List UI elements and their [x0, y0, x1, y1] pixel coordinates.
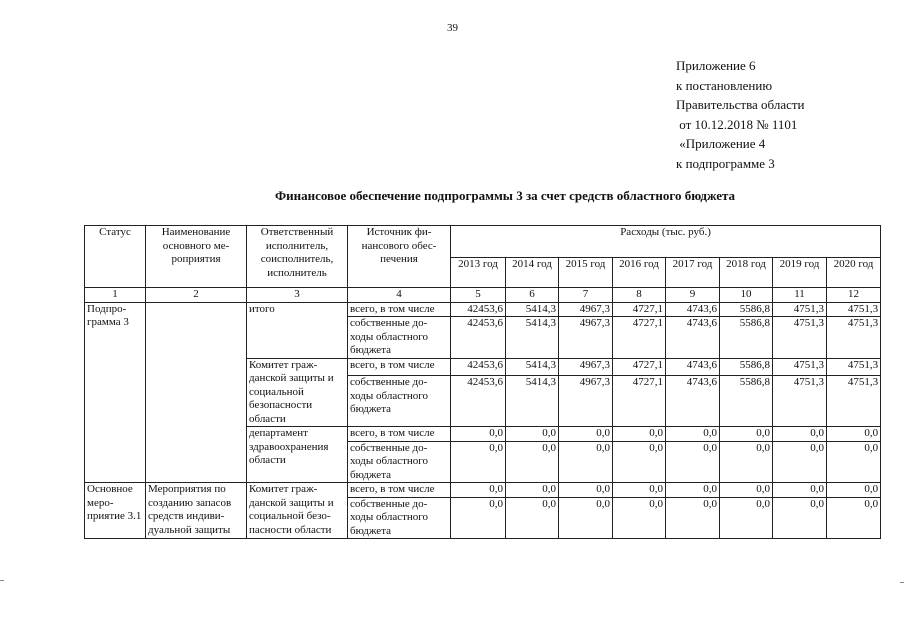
expense-value-cell: 4751,3 [773, 376, 827, 427]
appendix-line: к постановлению [676, 77, 773, 93]
expense-value-cell: 4727,1 [613, 302, 666, 317]
expense-value-cell: 4743,6 [666, 358, 720, 376]
expense-value-cell: 0,0 [613, 427, 666, 442]
status-cell: Основное меро-приятие 3.1 [85, 483, 146, 539]
expense-value-cell: 4967,3 [559, 358, 613, 376]
appendix-line: к подпрограмме 3 [676, 155, 775, 171]
expense-value-cell: 0,0 [827, 441, 881, 483]
expense-value-cell: 4751,3 [773, 317, 827, 359]
header-status: Статус [85, 226, 146, 288]
responsible-cell: Комитет граж-данской защиты и социальной безопасности области [247, 358, 348, 427]
expense-value-cell: 4751,3 [827, 358, 881, 376]
expense-value-cell: 4727,1 [613, 376, 666, 427]
column-number: 5 [451, 288, 506, 303]
expense-value-cell: 0,0 [506, 483, 559, 498]
expense-value-cell: 0,0 [451, 497, 506, 539]
expense-value-cell: 42453,6 [451, 376, 506, 427]
expense-value-cell: 0,0 [720, 441, 773, 483]
header-year: 2018 год [720, 258, 773, 288]
header-year: 2014 год [506, 258, 559, 288]
expense-value-cell: 0,0 [451, 483, 506, 498]
table-row [85, 302, 881, 317]
expense-value-cell: 4743,6 [666, 376, 720, 427]
header-year: 2020 год [827, 258, 881, 288]
expense-value-cell: 4751,3 [827, 317, 881, 359]
expense-value-cell: 0,0 [559, 427, 613, 442]
financing-table [84, 225, 881, 539]
expense-value-cell: 5414,3 [506, 358, 559, 376]
page-number: 39 [447, 22, 458, 34]
table-header [85, 226, 881, 303]
margin-mark [900, 582, 904, 583]
column-number: 11 [773, 288, 827, 303]
header-source: Источник фи-нансового обес-печения [348, 226, 451, 288]
column-number: 4 [348, 288, 451, 303]
expense-value-cell: 0,0 [773, 483, 827, 498]
appendix-line: Правительства области [676, 97, 805, 112]
responsible-cell: итого [247, 302, 348, 358]
expense-value-cell: 4751,3 [827, 302, 881, 317]
source-total-cell: всего, в том числе [348, 302, 451, 317]
expense-value-cell: 0,0 [720, 427, 773, 442]
expense-value-cell: 0,0 [613, 483, 666, 498]
expense-value-cell: 0,0 [666, 497, 720, 539]
document-title: Финансовое обеспечение подпрограммы 3 за счет средств областного бюджета [274, 188, 736, 203]
margin-mark [0, 580, 4, 581]
appendix-block [676, 56, 805, 173]
expense-value-cell: 0,0 [827, 497, 881, 539]
source-total-cell: всего, в том числе [348, 427, 451, 442]
expense-value-cell: 0,0 [559, 497, 613, 539]
expense-value-cell: 4743,6 [666, 317, 720, 359]
expense-value-cell: 0,0 [451, 427, 506, 442]
expense-value-cell: 4967,3 [559, 302, 613, 317]
expense-value-cell: 42453,6 [451, 317, 506, 359]
expense-value-cell: 0,0 [559, 441, 613, 483]
expense-value-cell: 5586,8 [720, 376, 773, 427]
expense-value-cell: 0,0 [720, 497, 773, 539]
activity-name-cell: Мероприятия по созданию запасов средств индиви-дуальной защиты [146, 483, 247, 539]
column-number: 12 [827, 288, 881, 303]
header-year: 2013 год [451, 258, 506, 288]
source-total-cell: всего, в том числе [348, 483, 451, 498]
expense-value-cell: 0,0 [720, 483, 773, 498]
column-number: 3 [247, 288, 348, 303]
expense-value-cell: 0,0 [773, 427, 827, 442]
expense-value-cell: 0,0 [506, 441, 559, 483]
expense-value-cell: 5414,3 [506, 302, 559, 317]
column-numbers-row [85, 288, 881, 303]
source-own-cell: собственные до-ходы областного бюджета [348, 317, 451, 359]
expense-value-cell: 4751,3 [773, 358, 827, 376]
column-number: 6 [506, 288, 559, 303]
responsible-cell: Комитет граж-данской защиты и социальной безо-пасности области [247, 483, 348, 539]
appendix-line: «Приложение 4 [676, 136, 766, 151]
expense-value-cell: 0,0 [827, 483, 881, 498]
expense-value-cell: 5586,8 [720, 358, 773, 376]
column-number: 1 [85, 288, 146, 303]
expense-value-cell: 4751,3 [827, 376, 881, 427]
column-number: 9 [666, 288, 720, 303]
expense-value-cell: 0,0 [773, 441, 827, 483]
column-number: 2 [146, 288, 247, 303]
header-year: 2015 год [559, 258, 613, 288]
expense-value-cell: 4743,6 [666, 302, 720, 317]
activity-name-cell [146, 302, 247, 483]
header-name: Наименование основного ме-роприятия [146, 226, 247, 288]
expense-value-cell: 0,0 [506, 497, 559, 539]
appendix-line: от 10.12.2018 № 1101 [676, 116, 798, 132]
expense-value-cell: 0,0 [613, 497, 666, 539]
expense-value-cell: 4751,3 [773, 302, 827, 317]
expense-value-cell: 0,0 [451, 441, 506, 483]
expense-value-cell: 0,0 [506, 427, 559, 442]
expense-value-cell: 0,0 [827, 427, 881, 442]
table-row [85, 483, 881, 498]
expense-value-cell: 4967,3 [559, 376, 613, 427]
column-number: 7 [559, 288, 613, 303]
source-own-cell: собственные до-ходы областного бюджета [348, 497, 451, 539]
expense-value-cell: 5414,3 [506, 317, 559, 359]
appendix-line: Приложение 6 [676, 58, 756, 73]
expense-value-cell: 42453,6 [451, 302, 506, 317]
expense-value-cell: 5586,8 [720, 302, 773, 317]
expense-value-cell: 0,0 [613, 441, 666, 483]
header-responsible: Ответственный исполнитель, соисполнитель, исполнитель [247, 226, 348, 288]
header-expenses: Расходы (тыс. руб.) [451, 226, 881, 258]
source-own-cell: собственные до-ходы областного бюджета [348, 441, 451, 483]
expense-value-cell: 5414,3 [506, 376, 559, 427]
column-number: 10 [720, 288, 773, 303]
expense-value-cell: 4727,1 [613, 317, 666, 359]
status-cell: Подпро-грамма 3 [85, 302, 146, 483]
expense-value-cell: 0,0 [773, 497, 827, 539]
expense-value-cell: 0,0 [666, 427, 720, 442]
source-own-cell: собственные до-ходы областного бюджета [348, 376, 451, 427]
table-body [85, 302, 881, 539]
expense-value-cell: 0,0 [559, 483, 613, 498]
header-year: 2017 год [666, 258, 720, 288]
expense-value-cell: 0,0 [666, 441, 720, 483]
expense-value-cell: 4727,1 [613, 358, 666, 376]
column-number: 8 [613, 288, 666, 303]
header-year: 2016 год [613, 258, 666, 288]
expense-value-cell: 0,0 [666, 483, 720, 498]
expense-value-cell: 42453,6 [451, 358, 506, 376]
responsible-cell: департамент здравоохранения области [247, 427, 348, 483]
expense-value-cell: 4967,3 [559, 317, 613, 359]
source-total-cell: всего, в том числе [348, 358, 451, 376]
expense-value-cell: 5586,8 [720, 317, 773, 359]
header-year: 2019 год [773, 258, 827, 288]
